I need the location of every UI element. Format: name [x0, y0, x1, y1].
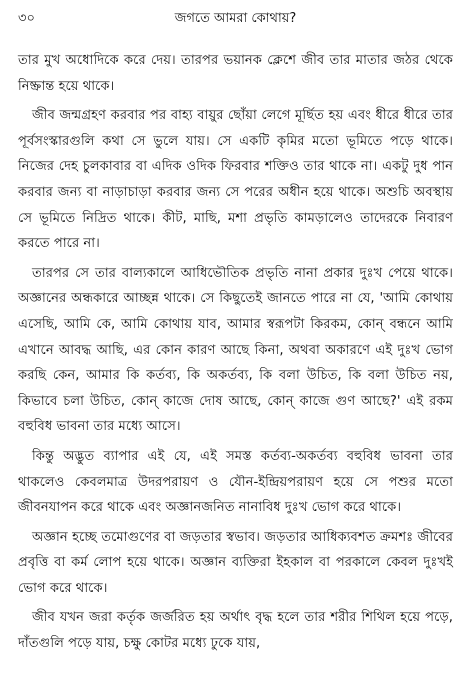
paragraph: কিন্তু অদ্ভুত ব্যাপার এই যে, এই সমস্ত কর্তব্য-অকর্তব্য বহুবিধ ভাবনা তার থাকলেও কেবলমাত্র উদরপরায়ণ ও যৌন-ইন্দ্রিয়পরায়ণ হয়ে সে পশুর মতো জীবনযাপন করে থাকে এবং অজ্ঞানজনিত নানাবিধ দুঃখ ভোগ করে থাকে।: [18, 448, 453, 516]
paragraph: তারপর সে তার বাল্যকালে আধিভৌতিক প্রভৃতি নানা প্রকার দুঃখ পেয়ে থাকে। অজ্ঞানের অন্ধকারে আচ্ছন্ন থাকে। সে কিছুতেই জানতে পারে না যে, 'আমি কোথায় এসেছি, আমি কে, আমি কোথায় যাব, আমার স্বরূপটা কিরকম, কোন্ বন্ধনে আমি এখানে আবদ্ধ আছি, এর কোন কারণ আছে কিনা, অথবা অকারণে এই দুঃখ ভোগ করছি কেন, আমার কি কর্তব্য, কি অকর্তব্য, কি বলা উচিত, কি বলা উচিত নয়, কিভাবে চলা উচিত, কোন্ কাজে দোষ আছে, কোন্ কাজে গুণ আছে?' এই রকম বহুবিধ ভাবনা তার মধ্যে আসে।: [18, 265, 453, 435]
paragraph: জীব যখন জরা কর্তৃক জর্জরিত হয় অর্থাৎ বৃদ্ধ হলে তার শরীর শিথিল হয়ে পড়ে, দাঁতগুলি পড়ে যায়, চক্ষু কোটর মধ্যে ঢুকে যায়,: [18, 610, 453, 652]
running-title: জগতে আমরা কোথায়?: [174, 11, 297, 26]
page-number: ৩০: [18, 11, 35, 26]
paragraph: জীব জন্মগ্রহণ করবার পর বাহ্য বায়ুর ছোঁয়া লেগে মূর্ছিত হয় এবং ধীরে ধীরে তার পূর্বসংস্কারগুলি কথা সে ভুলে যায়। সে একটি কৃমির মতো ভূমিতে পড়ে থাকে। নিজের দেহ চুলকাবার বা এদিক ওদিক ফিরবার শক্তিও তার থাকে না। একটু দুধ পান করবার জন্য বা নাড়াচাড়া করবার জন্য সে পরের অধীন হয়ে থাকে। অশুচি অবস্থায় সে ভূমিতে নিদ্রিত থাকে। কীট, মাছি, মশা প্রভৃতি কামড়ালেও তাদেরকে নিবারণ করতে পারে না।: [18, 108, 453, 252]
page-header: [18, 6, 453, 32]
page-body: [18, 48, 453, 657]
paragraph: অজ্ঞান হচ্ছে তমোগুণের বা জড়তার স্বভাব। জড়তার আধিক্যবশত ক্রমশঃ জীবের প্রবৃত্তি বা কর্ম লোপ হয়ে থাকে। অজ্ঞান ব্যক্তিরা ইহকাল বা পরকালে কেবল দুঃখই ভোগ করে থাকে।: [18, 529, 453, 596]
paragraph: তার মুখ অধোদিকে করে দেয়। তারপর ভয়ানক ক্লেশে জীব তার মাতার জঠর থেকে নিষ্ক্রান্ত হয়ে থাকে।: [18, 53, 453, 94]
